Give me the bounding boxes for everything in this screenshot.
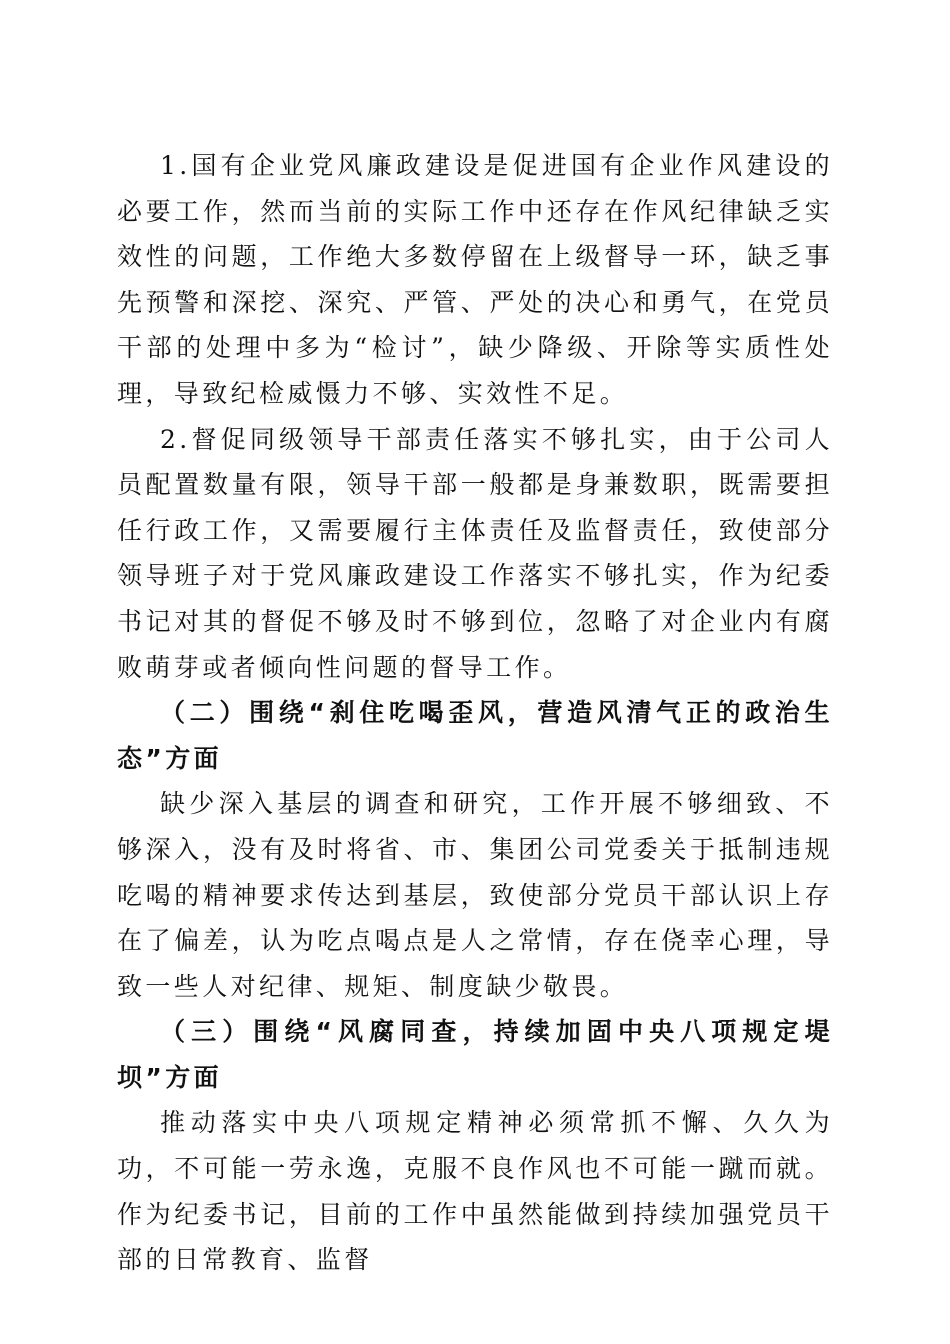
- section-heading-2: （二）围绕“刹住吃喝歪风，营造风清气正的政治生态”方面: [117, 698, 833, 773]
- paragraph-4: 推动落实中央八项规定精神必须常抓不懈、久久为功，不可能一劳永逸，克服不良作风也不可能一蹴而就。作为纪委书记，目前的工作中虽然能做到持续加强党员干部的日常教育、监督: [117, 1108, 833, 1275]
- paragraph-2: 2.督促同级领导干部责任落实不够扎实，由于公司人员配置数量有限，领导干部一般都是身兼数职，既需要担任行政工作，又需要履行主体责任及监督责任，致使部分领导班子对于党风廉政建设工作落实不够扎实，作为纪委书记对其的督促不够及时不够到位，忽略了对企业内有腐败萌芽或者倾向性问题的督导工作。: [117, 424, 833, 682]
- paragraph-1: 1.国有企业党风廉政建设是促进国有企业作风建设的必要工作，然而当前的实际工作中还存在作风纪律缺乏实效性的问题，工作绝大多数停留在上级督导一环，缺乏事先预警和深挖、深究、严管、严处的决心和勇气，在党员干部的处理中多为“检讨”，缺少降级、开除等实质性处理，导致纪检威慑力不够、实效性不足。: [117, 151, 833, 408]
- section-heading-3: （三）围绕“风腐同查，持续加固中央八项规定堤坝”方面: [117, 1017, 833, 1092]
- document-body: [117, 143, 833, 1283]
- paragraph-3: 缺少深入基层的调查和研究，工作开展不够细致、不够深入，没有及时将省、市、集团公司党委关于抵制违规吃喝的精神要求传达到基层，致使部分党员干部认识上存在了偏差，认为吃点喝点是人之常情，存在侥幸心理，导致一些人对纪律、规矩、制度缺少敬畏。: [117, 789, 833, 1001]
